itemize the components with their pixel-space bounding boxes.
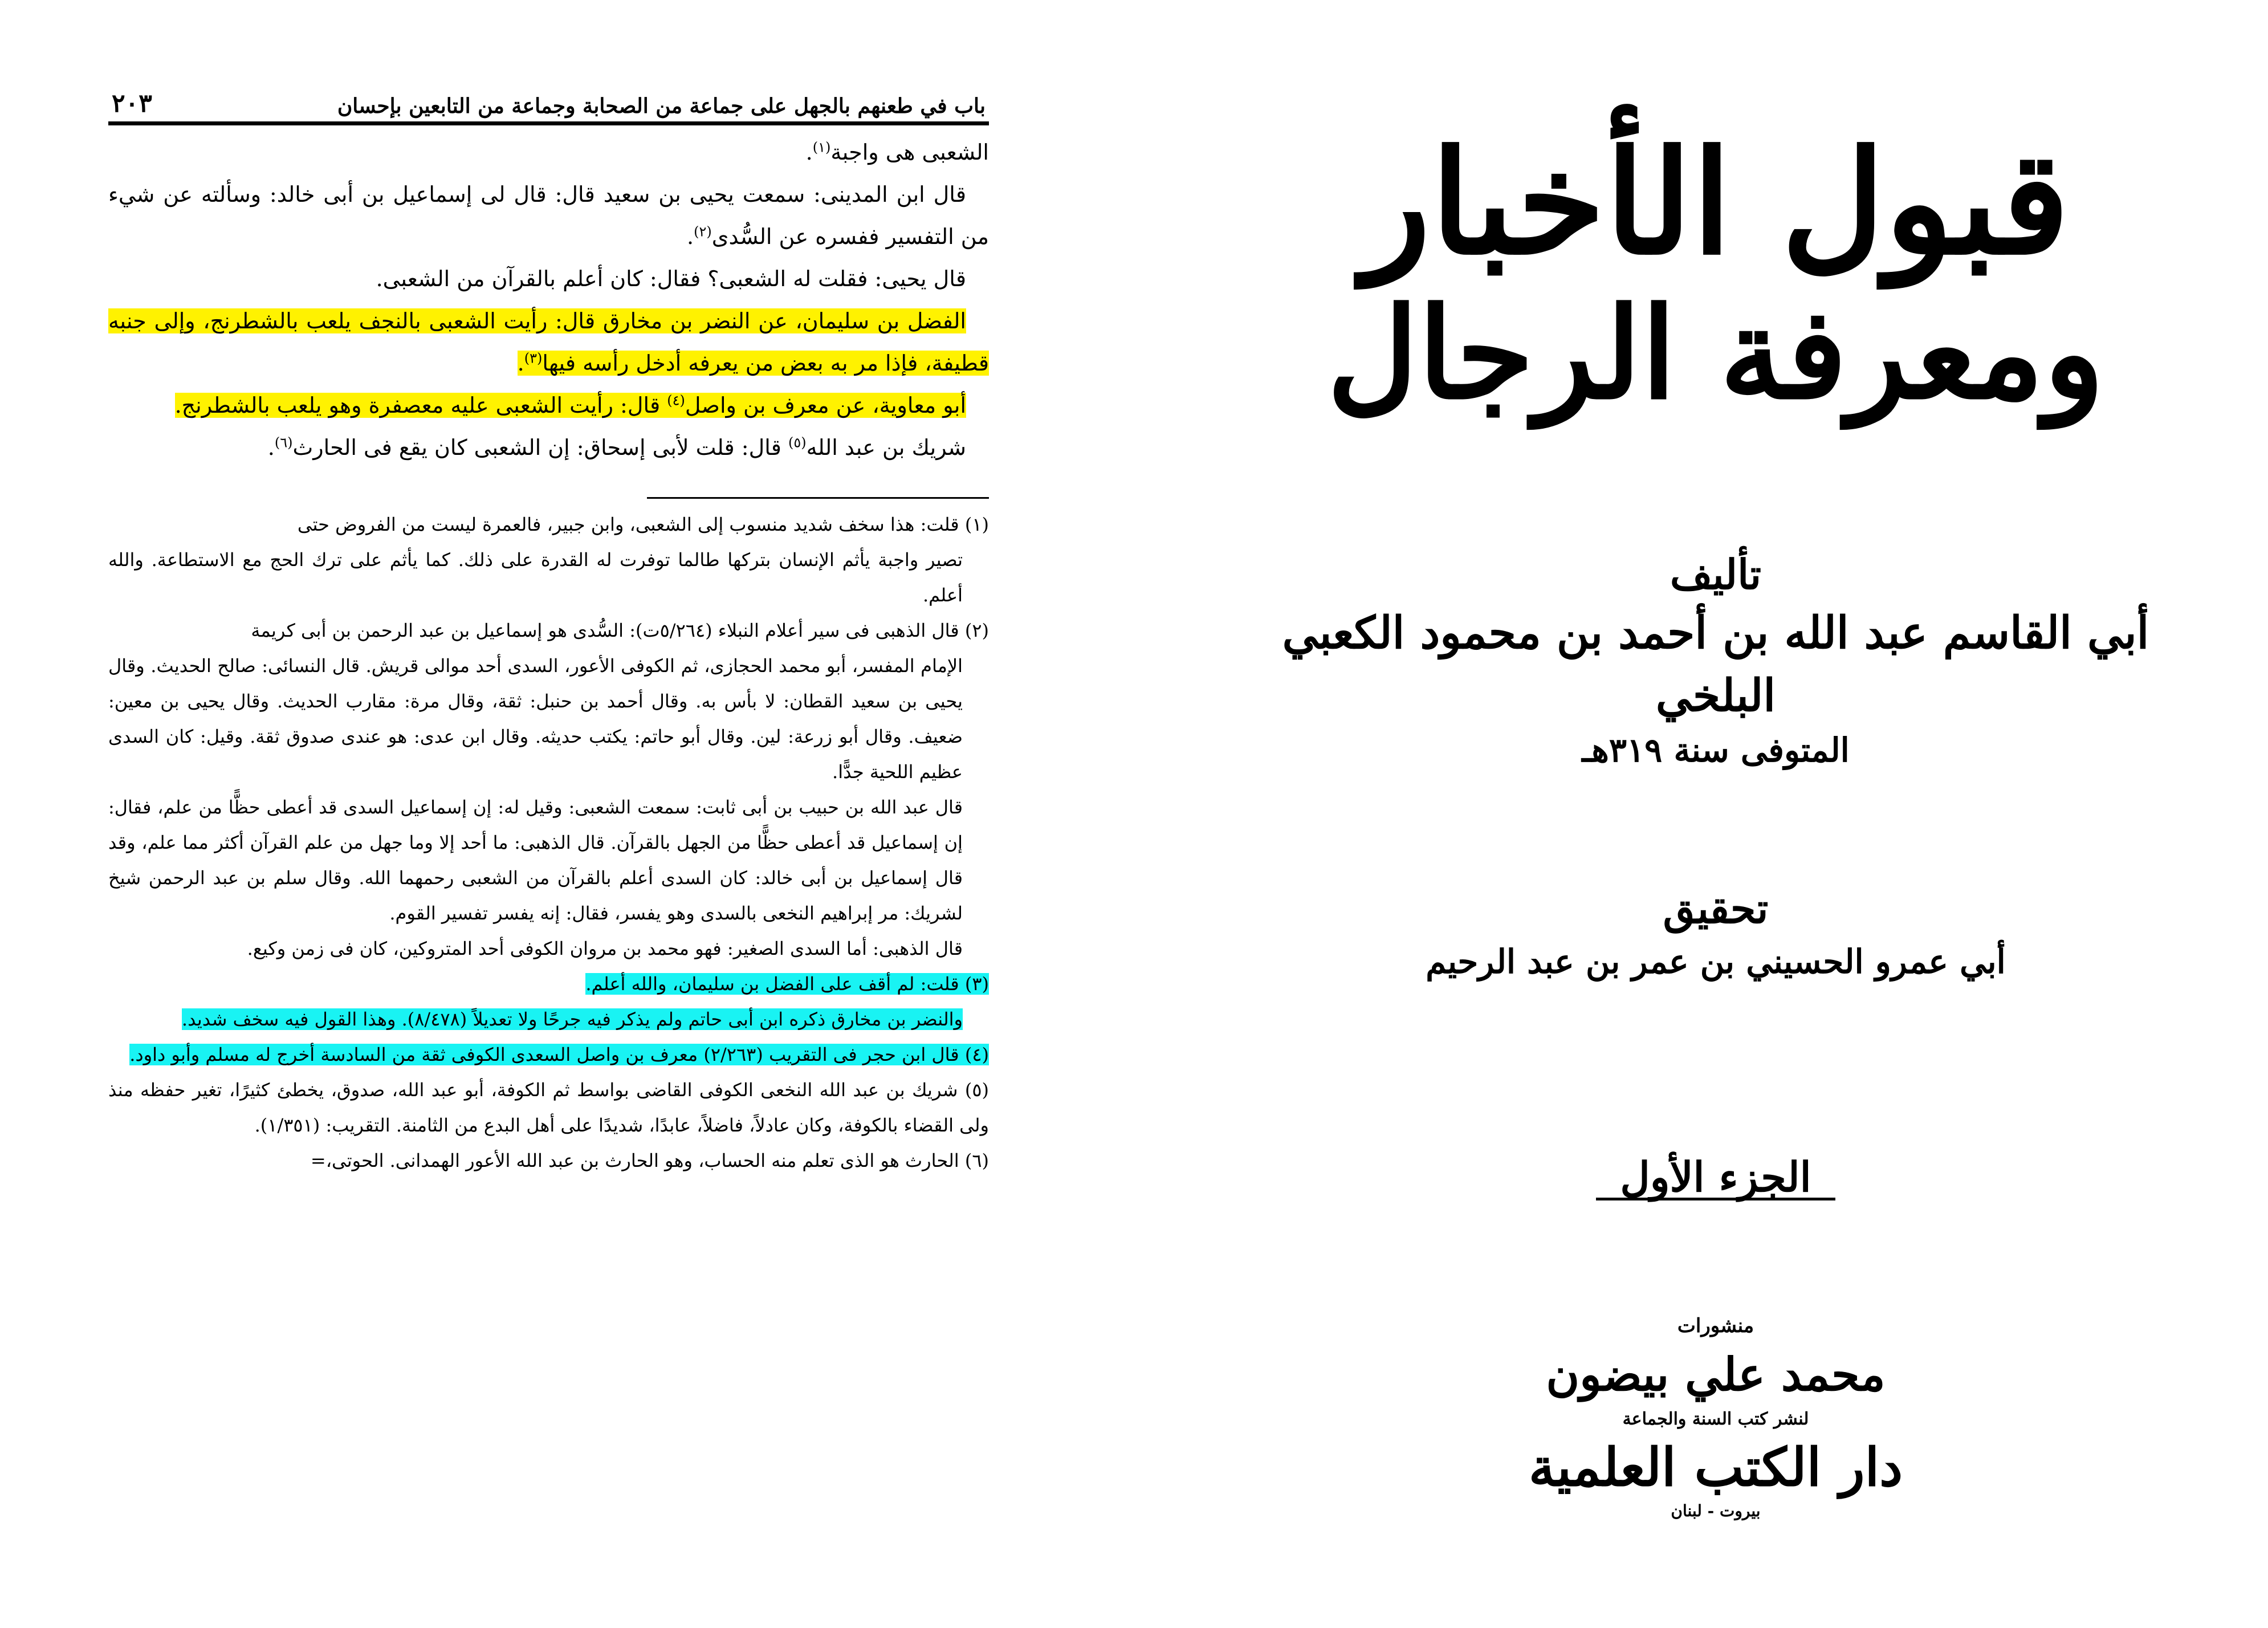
paragraph-4 <box>108 300 989 384</box>
footnote-5: (٥) شريك بن عبد الله النخعى الكوفى القاضى بواسط ثم الكوفة، أبو عبد الله، صدوق، يخطئ كثيرًا، تغير حفظه منذ ولى القضاء بالكوفة، وكان عادلاً، فاضلاً، عابدًا، شديدًا على أهل البدع من الثامنة. التقريب: (١/٣٥١). <box>108 1079 989 1136</box>
publisher-note: لنشر كتب السنة والجماعة <box>1622 1409 1809 1429</box>
paragraph-6-text-b: قال: قلت لأبى إسحاق: إن الشعبى كان يقع فى الحارث <box>292 435 789 460</box>
footnote-2-continued-1: الإمام المفسر، أبو محمد الحجازى، ثم الكوفى الأعور، السدى أحد موالى قريش. قال النسائى: صالح الحديث. وقال يحيى بن سعيد القطان: لا بأس به. وقال أحمد بن حنبل: ثقة، وقال مرة: مقارب الحديث. وقال يحيى بن معين: ضعيف. وقال أبو زرعة: لين. وقال أبو حاتم: يكتب حديثه. وقال ابن عدى: هو عندى صدوق ثقة. وقيل: كان السدى عظيم اللحية جدًّا. <box>108 655 963 783</box>
footnote-ref-5: (٥) <box>788 434 807 451</box>
left-page <box>108 86 989 1590</box>
editor-name: أبي عمرو الحسيني بن عمر بن عبد الرحيم <box>1426 942 2006 981</box>
paragraph-5-text-b: قال: رأيت الشعبى عليه معصفرة وهو يلعب بالشطرنج. <box>174 393 667 418</box>
paragraph-5-text-a: أبو معاوية، عن معرف بن واصل <box>685 393 966 418</box>
footnote-ref-1: (١) <box>812 139 831 156</box>
publisher-name: محمد علي بيضون <box>1546 1348 1886 1401</box>
book-title: قبول الأخبار <box>1362 119 2070 286</box>
footnote-divider <box>647 497 989 499</box>
footnote-6: (٦) الحارث هو الذى تعلم منه الحساب، وهو الحارث بن عبد الله الأعور الهمدانى. الحوتى،= <box>310 1150 989 1171</box>
footnote-ref-6: (٦) <box>274 434 293 451</box>
highlight-cyan-3: (٤) قال ابن حجر فى التقريب (٢/٢٦٣) معرف بن واصل السعدى الكوفى ثقة من السادسة أخرج له مسلم وأبو داود. <box>129 1044 989 1065</box>
title-page <box>1254 86 2177 1590</box>
footnote-3 <box>108 966 989 1002</box>
paragraph-6: شريك بن عبد الله$^{(٥)}$ قال: قلت لأبى إسحاق: إن الشعبى كان يقع فى الحارث$^{(٦)}$. <box>267 434 966 460</box>
paragraph-6-text-a: شريك بن عبد الله <box>806 435 966 460</box>
footnote-ref-4: (٤) <box>667 392 685 409</box>
footnote-1: (١) قلت: هذا سخف شديد منسوب إلى الشعبى، وابن جبير، فالعمرة ليست من الفروض حتى <box>297 514 989 535</box>
editing-block <box>1254 881 2177 987</box>
highlight-cyan-1: (٣) قلت: لم أقف على الفضل بن سليمان، والله أعلم. <box>585 973 989 995</box>
paragraph-5 <box>108 384 989 426</box>
footnote-2-continued-3: قال الذهبى: أما السدى الصغير: فهو محمد بن مروان الكوفى أحد المتروكين، كان فى زمن وكيع. <box>247 938 963 959</box>
editing-label: تحقيق <box>1663 884 1769 933</box>
highlight-yellow-2 <box>175 393 966 418</box>
publisher-label: منشورات <box>1677 1314 1754 1337</box>
highlight-yellow-1: الفضل بن سليمان، عن النضر بن مخارق قال: رأيت الشعبى بالنجف يلعب بالشطرنج، وإلى جنبه قطيفة، فإذا مر به بعض من يعرفه أدخل رأسه فيها$^{(٣)}$. <box>108 308 989 376</box>
footnote-2-continued-2: قال عبد الله بن حبيب بن أبى ثابت: سمعت الشعبى: وقيل له: إن إسماعيل السدى قد أعطى حظًّا من علم، فقال: إن إسماعيل قد أعطى حظًّا من الجهل بالقرآن. قال الذهبى: ما أحد إلا وما جهل من علم القرآن أكثر مما علم، وقد قال إسماعيل بن أبى خالد: كان السدى أعلم بالقرآن من الشعبى رحمهما الله. وقال سلم بن عبد الرحمن شيخ لشريك: مر إبراهيم النخعى بالسدى وهو يفسر، فقال: إنه يفسر تفسير القوم. <box>108 796 963 924</box>
footnote-ref-2: (٢) <box>694 223 712 240</box>
running-head-title: باب في طعنهم بالجهل على جماعة من الصحابة وجماعة من التابعين بإحسان <box>337 94 986 118</box>
footnote-4 <box>108 1037 989 1072</box>
book-subtitle: ومعرفة الرجال <box>1327 279 2104 427</box>
footnotes <box>108 507 989 1178</box>
paragraph-2: قال ابن المدينى: سمعت يحيى بن سعيد قال: قال لى إسماعيل بن أبى خالد: وسألته عن شيء من التفسير ففسره عن السُّدى$^{(٢)}$. <box>108 182 989 249</box>
publisher-block <box>1254 1314 2177 1520</box>
running-head <box>108 86 989 125</box>
highlight-cyan-2: والنضر بن مخارق ذكره ابن أبى حاتم ولم يذكر فيه جرحًا ولا تعديلاً (٨/٤٧٨). وهذا القول فيه سخف شديد. <box>181 1008 963 1030</box>
author-name: أبي القاسم عبد الله بن أحمد بن محمود الكعبي البلخي <box>1282 607 2149 722</box>
publishing-house: دار الكتب العلمية <box>1528 1436 1903 1498</box>
authorship-block <box>1254 547 2177 773</box>
publisher-city: بيروت - لبنان <box>1671 1501 1761 1520</box>
main-text <box>108 131 989 469</box>
page-number: ٢٠٣ <box>112 89 152 118</box>
footnote-3-continued <box>108 1002 989 1037</box>
footnote-2: (٢) قال الذهبى فى سير أعلام النبلاء (٥/٢٦٤ت): السُّدى هو إسماعيل بن عبد الرحمن بن أبى كريمة <box>251 620 989 641</box>
paragraph-4-text: الفضل بن سليمان، عن النضر بن مخارق قال: رأيت الشعبى بالنجف يلعب بالشطرنج، وإلى جنبه قطيفة، فإذا مر به بعض من يعرفه أدخل رأسه فيها <box>108 308 989 376</box>
paragraph-1: الشعبى هى واجبة$^{(١)}$. <box>805 139 989 165</box>
author-death-date: المتوفى سنة ٣١٩هـ <box>1582 731 1850 770</box>
footnote-1-continued: تصير واجبة يأثم الإنسان بتركها طالما توفرت له القدرة على ذلك. كما يأثم على ترك الحج مع الاستطاعة. والله أعلم. <box>108 549 963 606</box>
paragraph-1-text: الشعبى هى واجبة <box>830 140 989 165</box>
authorship-label: تأليف <box>1670 550 1762 599</box>
footnote-ref-3: (٣) <box>524 350 543 367</box>
paragraph-2-text: قال ابن المدينى: سمعت يحيى بن سعيد قال: قال لى إسماعيل بن أبى خالد: وسألته عن شيء من التفسير ففسره عن السُّدى <box>108 182 989 249</box>
paragraph-3: قال يحيى: فقلت له الشعبى؟ فقال: كان أعلم بالقرآن من الشعبى. <box>376 266 966 291</box>
volume-label: الجزء الأول <box>1620 1153 1811 1201</box>
